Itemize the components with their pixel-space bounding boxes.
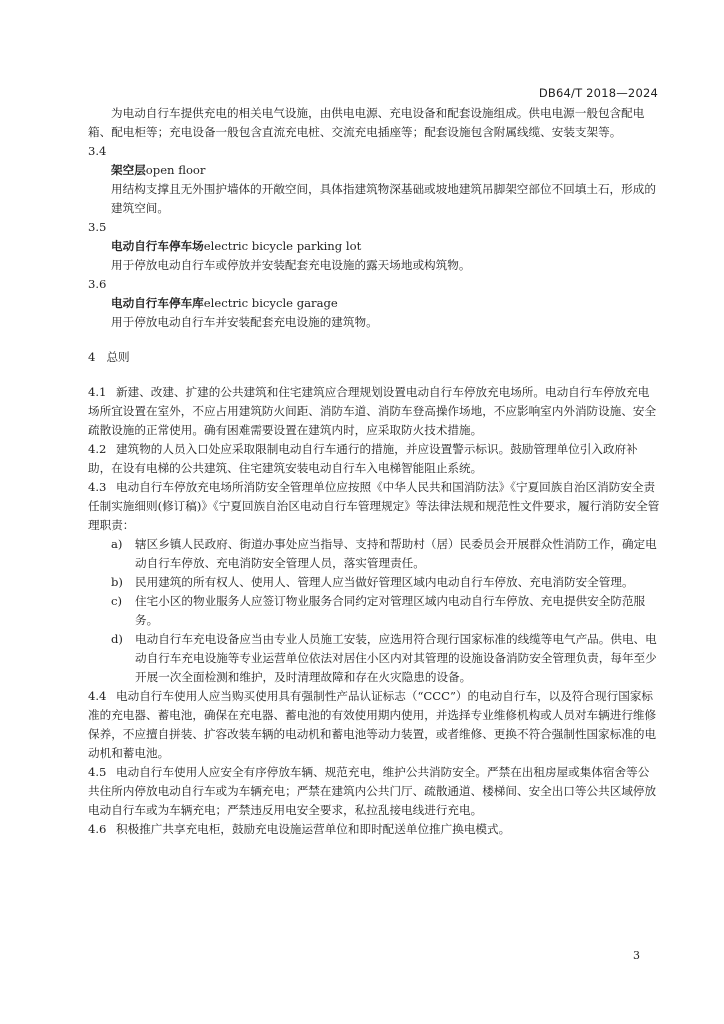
- term-title: [88, 237, 660, 256]
- term-3-4: [88, 142, 660, 218]
- list-marker: a): [111, 537, 123, 551]
- clause-text: 电动自行车使用人应当购买使用具有强制性产品认证标志（“CCC”）的电动自行车，以及符合现行国家标准的充电器、蓄电池，确保在充电器、蓄电池的有效使用期内使用，并选择专业维修机构或人员对车辆进行维修保养，不应擅自拼装、扩容改装车辆的电动机和蓄电池等动力装置，或者维修、更换不符合强制性国家标准的电动机和蓄电池。: [88, 689, 657, 760]
- term-title: [88, 161, 660, 180]
- term-number: 3.5: [88, 220, 107, 234]
- list-marker: c): [111, 594, 123, 608]
- term-cn: 电动自行车停车库: [111, 296, 204, 310]
- clause-number: 4.2: [88, 442, 107, 456]
- term-definition: 用于停放电动自行车并安装配套充电设施的建筑物。: [111, 315, 378, 329]
- section-number: 4: [88, 350, 96, 364]
- clause-text: 建筑物的人员入口处应采取限制电动自行车通行的措施，并应设置警示标识。鼓励管理单位引入政府补助，在设有电梯的公共建筑、住宅建筑安装电动自行车入电梯智能阻止系统。: [88, 442, 638, 475]
- term-en: open floor: [145, 163, 206, 177]
- term-cn: 架空层: [111, 163, 146, 177]
- clause-number: 4.3: [88, 480, 107, 494]
- clause-4-6: [88, 820, 660, 839]
- list-item: [111, 535, 660, 573]
- clause-text: 电动自行车使用人应安全有序停放车辆、规范充电，维护公共消防安全。严禁在出租房屋或集体宿舍等公共住所内停放电动自行车或为车辆充电；严禁在建筑内公共门厅、疏散通道、楼梯间、安全出口等公共区域停放电动自行车或为车辆充电；严禁违反用电安全要求，私拉乱接电线进行充电。: [88, 765, 657, 817]
- term-en: electric bicycle parking lot: [203, 239, 362, 253]
- clause-4-2: [88, 440, 660, 478]
- term-en: electric bicycle garage: [203, 296, 338, 310]
- clause-4-3: [88, 478, 660, 535]
- term-cn: 电动自行车停车场: [111, 239, 204, 253]
- list-item: [111, 630, 660, 687]
- term-definition: 用于停放电动自行车或停放并安装配套充电设施的露天场地或构筑物。: [111, 258, 471, 272]
- section-title: 总则: [106, 350, 130, 364]
- list-text: 民用建筑的所有权人、使用人、管理人应当做好管理区域内电动自行车停放、充电消防安全管理。: [135, 575, 634, 589]
- term-number: 3.6: [88, 277, 107, 291]
- list-marker: b): [111, 575, 123, 589]
- clause-text: 电动自行车停放充电场所消防安全管理单位应按照《中华人民共和国消防法》《宁夏回族自治区消防安全责任制实施细则(修订稿)》《宁夏回族自治区电动自行车管理规定》等法律法规和规范性文件要求，履行消防安全管理职责：: [88, 480, 660, 532]
- clause-4-4: [88, 687, 660, 763]
- section-heading: [88, 348, 660, 367]
- document-body: [88, 104, 660, 839]
- term-3-5: [88, 218, 660, 275]
- clause-4-3-list: [88, 535, 660, 687]
- intro-paragraph: 为电动自行车提供充电的相关电气设施，由供电电源、充电设备和配套设施组成。供电电源一般包含配电箱、配电柜等；充电设备一般包含直流充电桩、交流充电插座等；配套设施包含附属线缆、安装支架等。: [88, 106, 645, 139]
- page-number: 3: [633, 949, 640, 962]
- clause-4-1: [88, 383, 660, 440]
- list-text: 电动自行车充电设备应当由专业人员施工安装，应选用符合现行国家标准的线缆等电气产品。供电、电动自行车充电设施等专业运营单位依法对居住小区内对其管理的设施设备消防安全管理负责，每年至少开展一次全面检测和维护，及时清理故障和存在火灾隐患的设备。: [135, 632, 657, 684]
- clause-number: 4.4: [88, 689, 107, 703]
- list-marker: d): [111, 632, 123, 646]
- term-title: [88, 294, 660, 313]
- clause-number: 4.5: [88, 765, 107, 779]
- list-text: 辖区乡镇人民政府、街道办事处应当指导、支持和帮助村（居）民委员会开展群众性消防工作，确定电动自行车停放、充电消防安全管理人员，落实管理责任。: [135, 537, 657, 570]
- standard-code: DB64/T 2018—2024: [538, 86, 658, 100]
- clause-text: 积极推广共享充电柜，鼓励充电设施运营单位和即时配送单位推广换电模式。: [116, 822, 511, 836]
- clause-number: 4.1: [88, 385, 107, 399]
- term-number: 3.4: [88, 144, 107, 158]
- list-text: 住宅小区的物业服务人应签订物业服务合同约定对管理区域内电动自行车停放、充电提供安全防范服务。: [135, 594, 646, 627]
- clause-4-5: [88, 763, 660, 820]
- list-item: [111, 592, 660, 630]
- term-definition: 用结构支撑且无外围护墙体的开敞空间，具体指建筑物深基础或坡地建筑吊脚架空部位不回填土石，形成的建筑空间。: [111, 182, 656, 215]
- list-item: [111, 573, 660, 592]
- clause-number: 4.6: [88, 822, 107, 836]
- term-3-6: [88, 275, 660, 332]
- clause-text: 新建、改建、扩建的公共建筑和住宅建筑应合理规划设置电动自行车停放充电场所。电动自行车停放充电场所宜设置在室外，不应占用建筑防火间距、消防车道、消防车登高操作场地，不应影响室内外消防设施、安全疏散设施的正常使用。确有困难需要设置在建筑内时，应采取防火技术措施。: [88, 385, 657, 437]
